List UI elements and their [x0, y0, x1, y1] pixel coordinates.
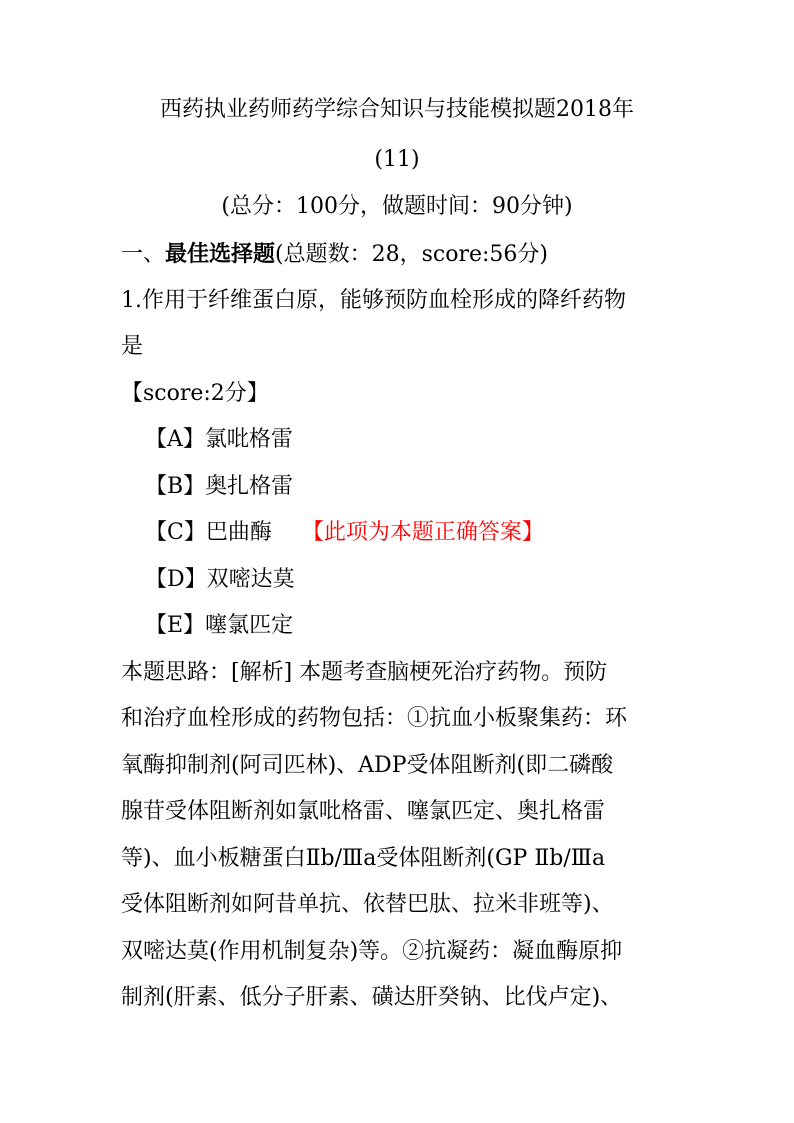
option-a [145, 425, 293, 455]
explanation-line: 受体阻断剂如阿昔单抗、依替巴肽、拉米非班等)、 [121, 892, 614, 917]
section-heading [121, 239, 548, 270]
section-prefix: 一、 [121, 242, 166, 267]
correct-answer-marker: 【此项为本题正确答案】 [301, 520, 544, 545]
option-label: 【C】 [145, 520, 206, 545]
document-title-line1: 西药执业药师药学综合知识与技能模拟题2018年 [160, 97, 634, 122]
question-score: 【score:2分】 [121, 381, 269, 406]
explanation-line: 双嘧达莫(作用机制复杂)等。②抗凝药：凝血酶原抑 [121, 939, 623, 964]
option-b [145, 472, 293, 502]
option-d [145, 565, 295, 595]
option-c [145, 518, 544, 548]
option-text: 巴曲酶 [205, 520, 272, 545]
explanation-line: 和治疗血栓形成的药物包括：①抗血小板聚集药：环 [121, 706, 628, 731]
explanation-line: 氧酶抑制剂(阿司匹林)、ADP受体阻断剂(即二磷酸 [121, 753, 614, 778]
option-text: 氯吡格雷 [204, 427, 293, 452]
option-text: 双嘧达莫 [206, 567, 295, 592]
option-e [145, 611, 293, 641]
option-label: 【E】 [145, 613, 206, 638]
option-text: 奥扎格雷 [205, 474, 294, 499]
explanation-line: 腺苷受体阻断剂如氯吡格雷、噻氯匹定、奥扎格雷 [121, 799, 606, 824]
section-info: (总题数：28，score:56分) [275, 242, 548, 267]
question-text-line2: 是 [121, 334, 144, 359]
explanation-line: 等)、血小板糖蛋白Ⅱb/Ⅲa受体阻断剂(GP Ⅱb/Ⅲa [121, 846, 606, 871]
explanation-line: 制剂(肝素、低分子肝素、磺达肝癸钠、比伐卢定)、 [121, 985, 623, 1010]
option-label: 【B】 [145, 474, 206, 499]
explanation-line: 本题思路：[解析] 本题考查脑梗死治疗药物。预防 [121, 660, 608, 685]
question-text-line1: 1.作用于纤维蛋白原，能够预防血栓形成的降纤药物 [121, 288, 626, 313]
option-text: 噻氯匹定 [205, 613, 294, 638]
option-label: 【A】 [145, 427, 205, 452]
exam-meta: (总分：100分，做题时间：90分钟) [221, 194, 573, 219]
document-title-line2: (11) [374, 147, 420, 172]
option-label: 【D】 [145, 567, 207, 592]
section-name: 最佳选择题 [165, 241, 276, 267]
